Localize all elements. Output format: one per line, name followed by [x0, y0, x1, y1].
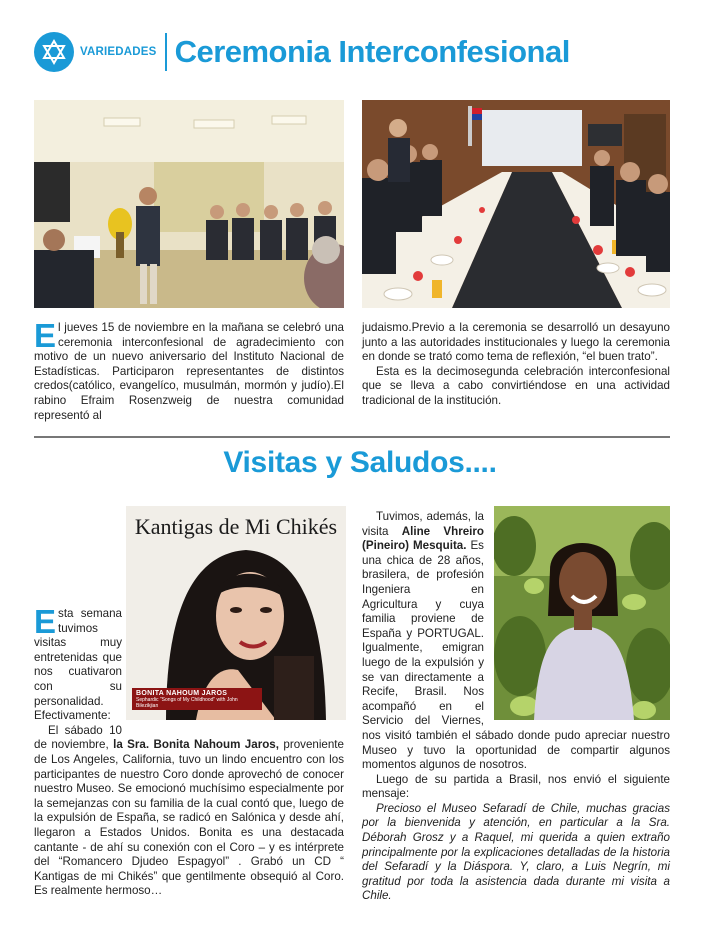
album-float-spacer [122, 607, 344, 725]
dropcap-2: E [34, 603, 57, 640]
page-header [34, 30, 570, 74]
article1-col1 [34, 317, 344, 423]
page-title: Ceremonia Interconfesional [174, 34, 570, 69]
section2-title: Visitas y Saludos.... [223, 446, 497, 479]
album-title: Kantigas de Mi Chikés [134, 514, 338, 539]
section-label: VARIEDADES [80, 46, 157, 58]
article2-col2-p1a: Tuvimos, además, la visita [362, 510, 484, 538]
breakfast-photo [362, 100, 670, 308]
visitor-name-aline: Aline Vhreiro (Pineiro) Mesquita. [362, 524, 484, 553]
article2-col1-p2a: El sábado 10 de noviembre, [34, 723, 122, 752]
article2-col1-intro: sta semana tuvimos visitas muy entretenidas que nos cuativaron con su personalidad. Efectivamente: [34, 607, 122, 723]
portrait-float-spacer [484, 510, 670, 720]
article1-col1-text: l jueves 15 de noviembre en la mañana se celebró una ceremonia interconfesional de agradecimiento con motivo de un nuevo aniversario del Instituto Nacional de Estadísticas. Participaron representantes de distintos credos(católico, evangelíco, musulmán, mormón y judío).El rabino Efraim Rosenzweig de nuestra comunidad representó al [34, 321, 344, 422]
article1-col2 [362, 321, 670, 409]
visitor-name-bonita: la Sra. Bonita Nahoum Jaros, [113, 738, 279, 752]
article2-col2-p1b: Es una chica de 28 años, brasilera, de profesión Ingeniera en Agricultura y cuya familia proviene de España y PORTUGAL. Igualmente, emigran luego de la expulsión y se van directamente a Recife, Brasil. Nos acompañó en el Servicio del Viernes, nos visitó también el sábado donde pudo apreciar nuestro Museo y tuvo la oportunidad de compartir algunos momentos algunos de nosotros. [362, 539, 670, 772]
album-subtitle: Sephardic "Songs of My Childhood" with John Bilezikjian [136, 697, 238, 709]
dropcap: E [34, 317, 57, 354]
article1-col2-p2: Esta es la decimosegunda celebración interconfesional que se lleva a cabo convirtiéndose en una actividad tradicional de la institución. [362, 364, 670, 407]
article2-col2 [362, 510, 670, 904]
header-divider [165, 33, 167, 71]
section-divider [34, 436, 670, 438]
article2-col2-p2: Luego de su partida a Brasil, nos envió el siguiente mensaje: [362, 772, 670, 801]
article2-col1 [34, 603, 344, 899]
ceremony-photo [34, 100, 344, 308]
article1-col2-p1: judaismo.Previo a la ceremonia se desarrolló un desayuno junto a las autoridades institucionales y luego la ceremonia en donde se trató como tema de reflexión, “el buen trato”. [362, 321, 670, 364]
star-of-david-icon [34, 32, 74, 72]
article2-col2-quote: Precioso el Museo Sefaradí de Chile, muchas gracias por la bienvenida y atención, en particular a la Sra. Déborah Grosz y a Raquel, mi querida a quien extraño principalmente por la explicaciones detalladas de la historia del Sefaradí y la Diáspora. Y, claro, a Luis Negrín, mi gratitud por toda la asistencia dada durante mi visita a Chile. [362, 801, 670, 903]
album-artist: BONITA NAHOUM JAROS [136, 690, 228, 697]
article2-col1-p2b: proveniente de Los Angeles, California, tuvo un lindo encuentro con los participantes de nuestro Coro donde aprovechó de conocer nuestro Museo. Se emocionó muchísimo especialmente por la semejanzas con su familia de la cual contó que, luego de la expulsión de España, se radicó en Salónica y desde ahí, llegaron a Estados Unidos. Bonita es una destacada cantante - de ahí su conexión con el Coro – y es intérprete del “Romancero Djudeo Espagyol” . Grabó un CD “ Kantigas de mi Chikés” que gentilmente obsequió al Coro. Es realmente hermoso… [34, 738, 344, 898]
